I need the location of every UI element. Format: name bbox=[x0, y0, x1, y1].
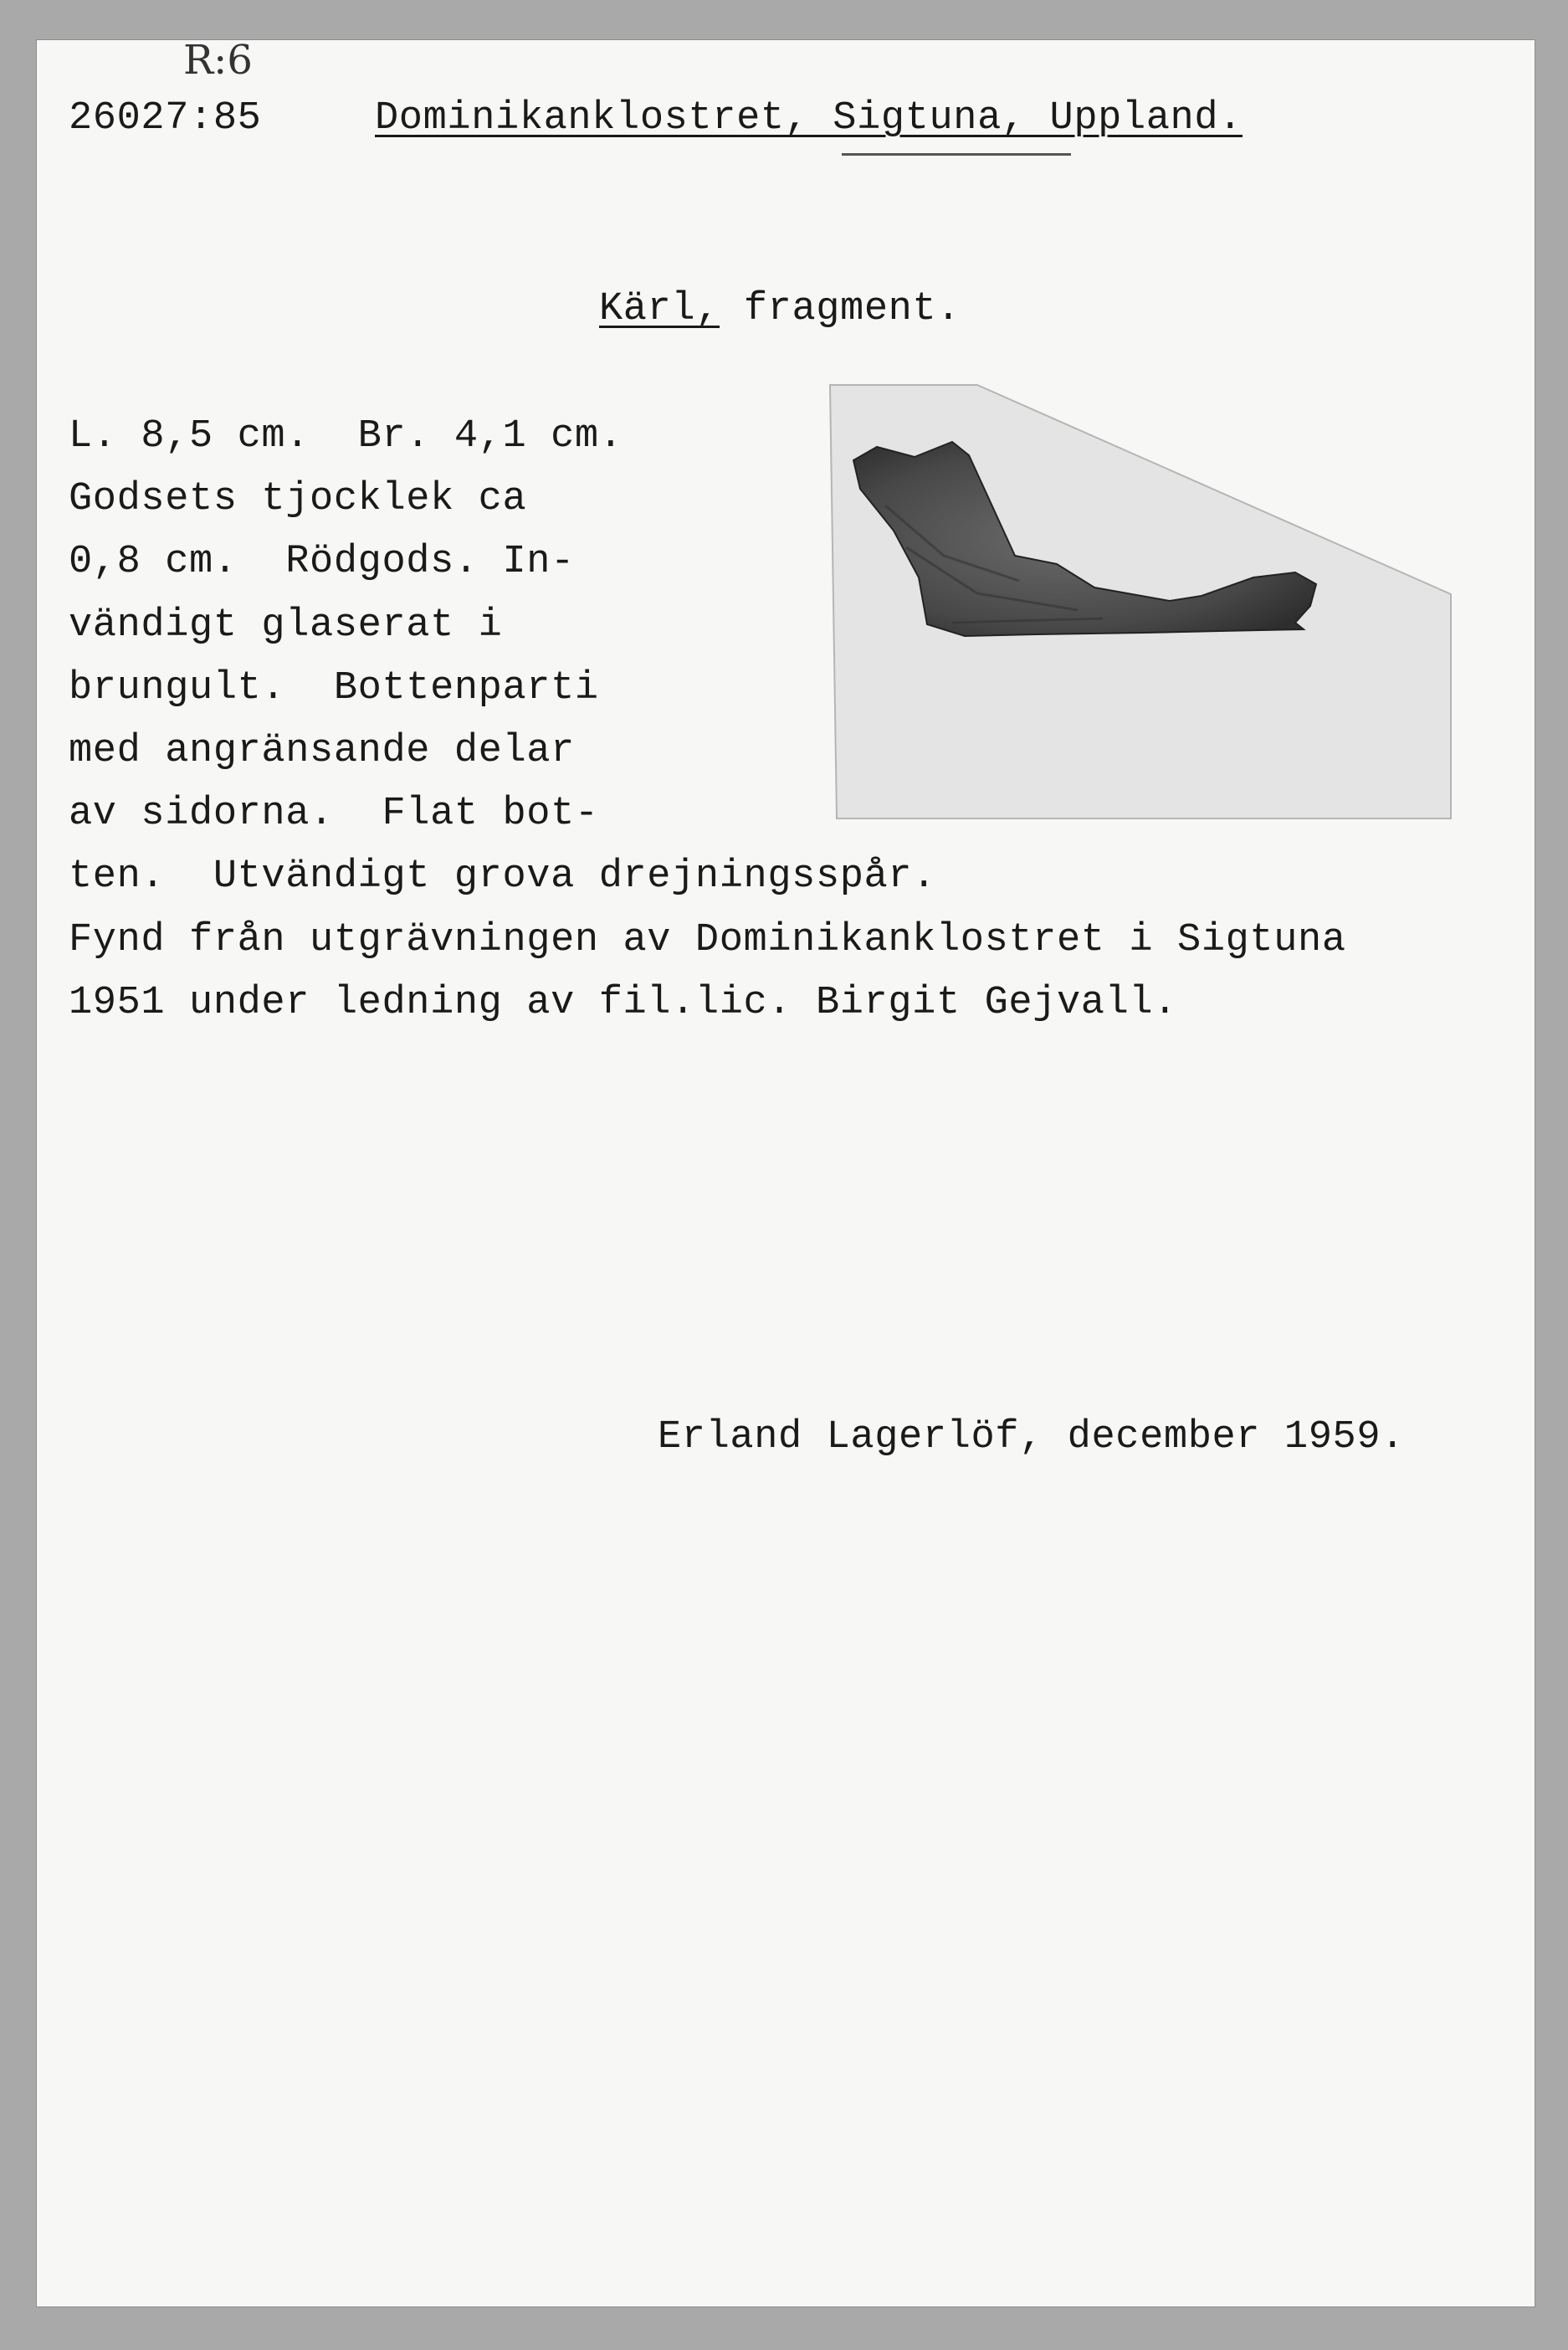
correction-underline bbox=[842, 153, 1071, 156]
description-line: Fynd från utgrävningen av Dominikanklostret i Sigtuna bbox=[69, 918, 1346, 962]
location-heading: Dominikanklostret, Sigtuna, Uppland. bbox=[375, 96, 1243, 141]
description-line: 1951 under ledning av fil.lic. Birgit Gejvall. bbox=[69, 981, 1178, 1025]
description-line: av sidorna. Flat bot- bbox=[69, 792, 599, 836]
description-line: Godsets tjocklek ca bbox=[69, 477, 527, 521]
description-line: med angränsande delar bbox=[69, 729, 575, 773]
description-line: L. 8,5 cm. Br. 4,1 cm. bbox=[69, 414, 623, 459]
description-line: brungult. Bottenparti bbox=[69, 666, 599, 711]
catalog-card bbox=[37, 37, 1535, 2306]
description-line: vändigt glaserat i bbox=[69, 603, 503, 648]
catalog-number: 26027:85 bbox=[69, 96, 262, 141]
description-line: ten. Utvändigt grova drejningsspår. bbox=[69, 854, 936, 899]
description-line: 0,8 cm. Rödgods. In- bbox=[69, 540, 575, 584]
object-title: Kärl, bbox=[599, 287, 720, 331]
signature: Erland Lagerlöf, december 1959. bbox=[658, 1415, 1405, 1460]
fragment-photo bbox=[827, 380, 1454, 824]
object-title-line bbox=[599, 287, 961, 331]
handwritten-mark: R:6 bbox=[183, 37, 253, 84]
object-subtitle: fragment. bbox=[743, 287, 961, 331]
